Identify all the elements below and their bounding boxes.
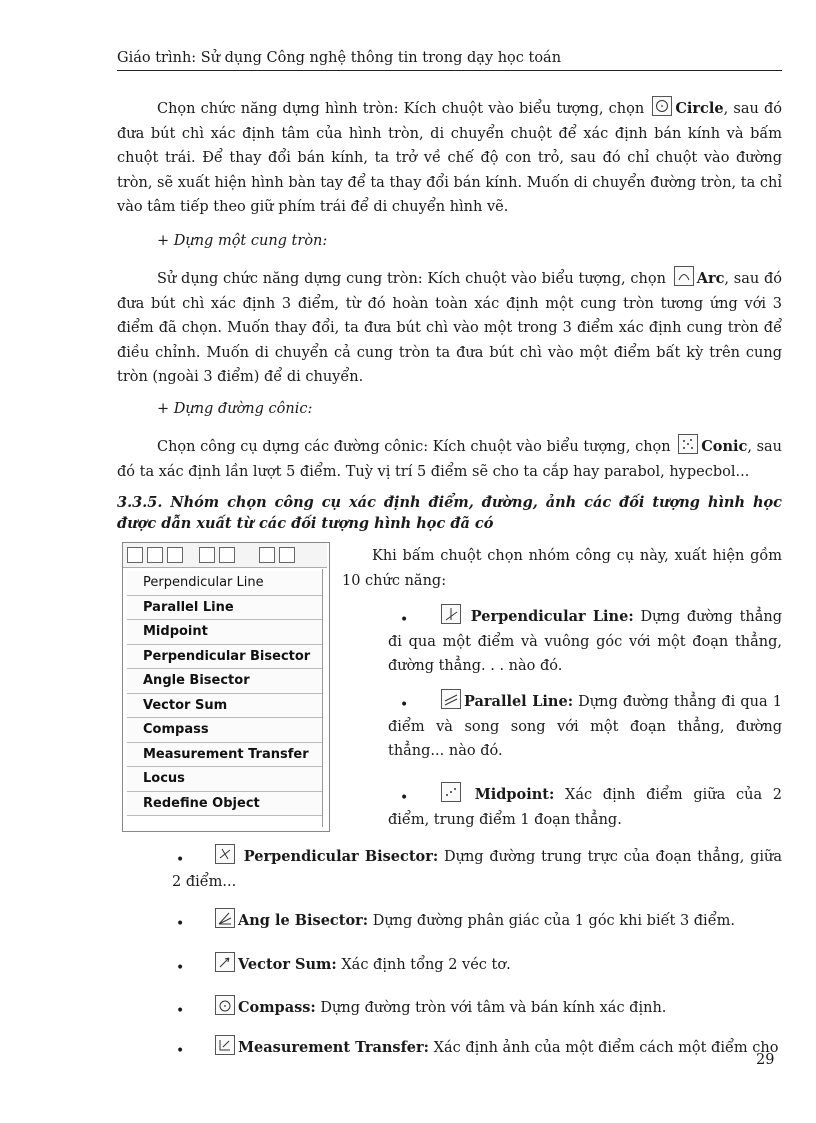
bullet-dot: •	[400, 697, 409, 713]
bullet-title: Parallel Line:	[464, 693, 574, 710]
bullet-desc: Xác định tổng 2 véc tơ.	[341, 957, 511, 973]
paragraph-text: Chọn chức năng dựng hình tròn: Kích chuột vào biểu tượng, chọn	[157, 101, 645, 117]
menu-item-midpoint[interactable]: Midpoint	[127, 620, 323, 645]
parallel-line-icon	[441, 689, 461, 709]
bullet-desc: Dựng đường tròn với tâm và bán kính xác định.	[320, 1000, 667, 1016]
parallel-toolbar-icon	[147, 547, 163, 563]
bullet-title: Measurement Transfer:	[238, 1039, 430, 1056]
bullet-title: Ang le Bisector:	[238, 912, 369, 929]
perpendicular-bisector-icon	[215, 844, 235, 864]
bullet-desc: Dựng đường thẳng đi qua một điểm và vuông góc với một đoạn thẳng, đường thẳng. . . nào đó.	[388, 609, 782, 674]
paragraph-conic	[117, 434, 782, 484]
menu-item-parallel-line[interactable]: Parallel Line	[127, 596, 323, 621]
menu-item-redefine-object[interactable]: Redefine Object	[127, 792, 323, 817]
circle-tool-icon	[652, 96, 672, 116]
midpoint-icon	[441, 782, 461, 802]
paragraph-text: , sau đó đưa bút chì xác định tâm của hình tròn, di chuyển chuột để xác định bán kính và bấm chuột trái. Để thay đổi bán kính, ta trở về chế độ con trỏ, sau đó chỉ chuột vào đường tròn, sẽ xuất hiện hình bàn tay để ta thay đổi bán kính. Muốn di chuyển đường tròn, ta chỉ vào tâm tiếp theo giữ phím trái để di chuyển hình vẽ.	[117, 101, 783, 215]
tool-name-circle: Circle	[675, 100, 724, 117]
locus-toolbar-icon	[199, 547, 215, 563]
bullet-title: Vector Sum:	[238, 956, 337, 973]
angle-bisector-icon	[215, 908, 235, 928]
bullet-dot: •	[176, 960, 185, 976]
bullet-desc: Xác định điểm giữa của 2 điểm, trung điểm 1 đoạn thẳng.	[388, 787, 783, 828]
paragraph-text: , sau đó ta xác định lần lượt 5 điểm. Tuỳ vị trí 5 điểm sẽ cho ta cắp hay parabol, hypecbol...	[117, 439, 783, 480]
paragraph-circle	[117, 96, 782, 220]
menu-scrollbar	[322, 569, 327, 827]
bullet-dot: •	[176, 852, 185, 868]
menu-intro	[342, 544, 782, 593]
menu-item-vector-sum[interactable]: Vector Sum	[127, 694, 323, 719]
bullet-title: Compass:	[238, 999, 316, 1016]
bullet-parallel-line	[388, 689, 782, 764]
bullet-desc: Dựng đường trung trực của đoạn thẳng, giữa 2 điểm...	[172, 849, 782, 890]
page-number: 29	[756, 1052, 775, 1068]
bullet-title: Perpendicular Bisector:	[243, 848, 439, 865]
bullet-angle-bisector	[212, 908, 782, 934]
menu-item-compass[interactable]: Compass	[127, 718, 323, 743]
bullet-perpendicular-bisector	[172, 844, 782, 894]
bullet-title: Perpendicular Line:	[470, 608, 634, 625]
perpendicular-line-icon	[441, 604, 461, 624]
menu-item-perpendicular-bisector[interactable]: Perpendicular Bisector	[127, 645, 323, 670]
measurement-transfer-icon	[215, 1035, 235, 1055]
bullet-dot: •	[400, 790, 409, 806]
menu-item-perpendicular-line[interactable]: Perpendicular Line	[127, 571, 323, 596]
tool-name-arc: Arc	[696, 270, 725, 287]
bullet-title: Midpoint:	[474, 786, 555, 803]
menu-item-locus[interactable]: Locus	[127, 767, 323, 792]
paragraph-arc	[117, 266, 782, 390]
midpoint-toolbar-icon	[167, 547, 183, 563]
bullet-measurement-transfer	[212, 1035, 782, 1061]
perpendicular-toolbar-icon	[127, 547, 143, 563]
paragraph-text: Sử dụng chức năng dựng cung tròn: Kích chuột vào biểu tượng, chọn	[157, 271, 666, 287]
menu-toolbar	[123, 543, 327, 568]
conic-tool-icon	[678, 434, 698, 454]
subheading-arc: + Dựng một cung tròn:	[157, 233, 328, 249]
menu-item-measurement-transfer[interactable]: Measurement Transfer	[127, 743, 323, 768]
section-heading: 3.3.5. Nhóm chọn công cụ xác định điểm, đường, ảnh các đối tượng hình học được dẫn xuất từ các đối tượng hình học đã có	[117, 494, 782, 532]
bullet-desc: Dựng đường phân giác của 1 góc khi biết 3 điểm.	[372, 913, 735, 929]
bullet-dot: •	[400, 612, 409, 628]
bullet-perpendicular-line	[388, 604, 782, 679]
arc-tool-icon	[674, 266, 694, 286]
measure-toolbar-icon	[259, 547, 275, 563]
tool-name-conic: Conic	[701, 438, 748, 455]
bullet-dot: •	[176, 916, 185, 932]
bullet-desc: Xác định ảnh của một điểm cách một điểm cho	[433, 1040, 779, 1056]
menu-list	[127, 571, 323, 816]
compass-toolbar-icon	[219, 547, 235, 563]
vector-sum-icon	[215, 952, 235, 972]
bullet-dot: •	[176, 1003, 185, 1019]
paragraph-text: , sau đó đưa bút chì xác định 3 điểm, từ đó hoàn toàn xác định một cung tròn tương ứng với 3 điểm đã chọn. Muốn thay đổi, ta đưa bút chì vào một trong 3 điểm xác định cung tròn để điều chỉnh. Muốn di chuyển cả cung tròn ta đưa bút chì vào một điểm bất kỳ trên cung tròn (ngoài 3 điểm) để di chuyển.	[117, 271, 782, 385]
subheading-conic: + Dựng đường cônic:	[157, 401, 313, 417]
bullet-compass	[212, 995, 782, 1021]
bullet-vector-sum	[212, 952, 782, 978]
compass-icon	[215, 995, 235, 1015]
bullet-desc: Dựng đường thẳng đi qua 1 điểm và song song với một đoạn thẳng, đường thẳng... nào đó.	[388, 694, 782, 759]
construct-menu-screenshot	[122, 542, 330, 832]
redefine-toolbar-icon	[279, 547, 295, 563]
bullet-dot: •	[176, 1043, 185, 1059]
running-header: Giáo trình: Sử dụng Công nghệ thông tin trong dạy học toán	[117, 50, 782, 71]
intro-text: Khi bấm chuột chọn nhóm công cụ này, xuất hiện gồm 10 chức năng:	[342, 548, 782, 589]
bullet-midpoint	[388, 782, 782, 832]
menu-item-angle-bisector[interactable]: Angle Bisector	[127, 669, 323, 694]
paragraph-text: Chọn công cụ dựng các đường cônic: Kích chuột vào biểu tượng, chọn	[157, 439, 671, 455]
